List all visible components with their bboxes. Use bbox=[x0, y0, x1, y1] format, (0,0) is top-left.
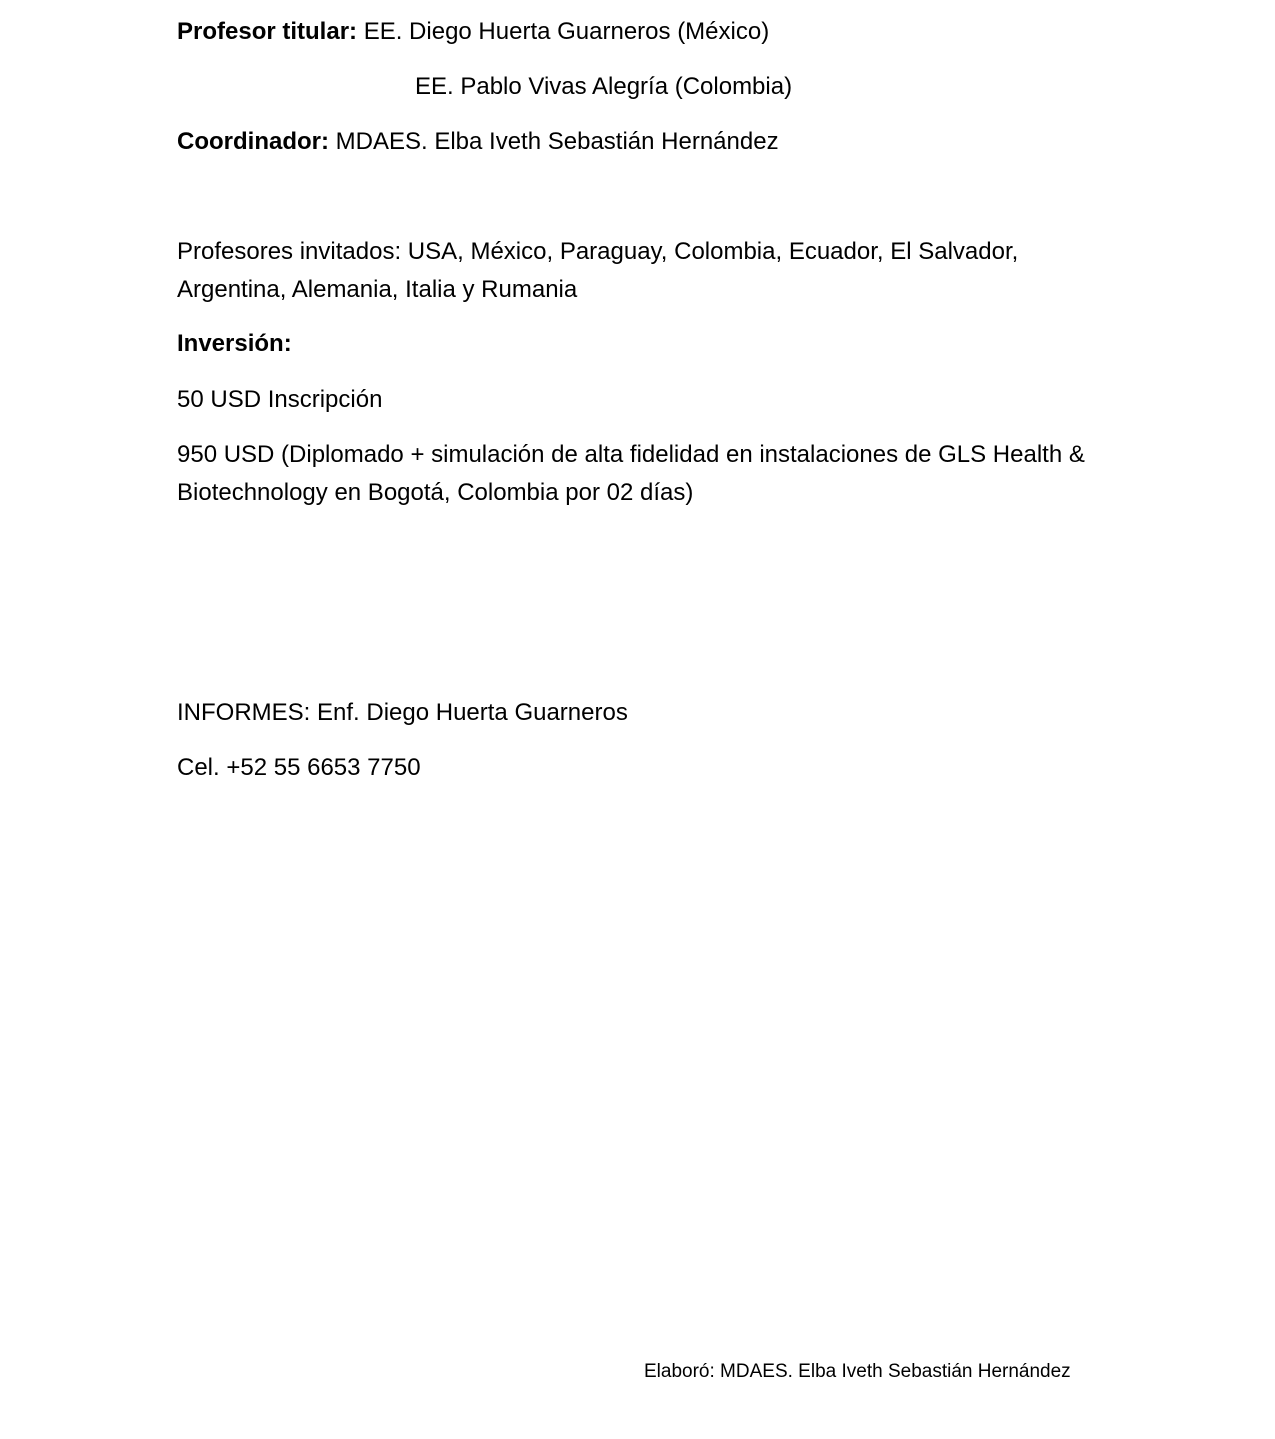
profesor-titular-line bbox=[177, 13, 769, 51]
inversion-item-inscripcion: 50 USD Inscripción bbox=[177, 386, 383, 413]
profesor-titular-label: Profesor titular: bbox=[177, 18, 358, 45]
coordinador-label: Coordinador: bbox=[177, 128, 329, 155]
coordinador-name: MDAES. Elba Iveth Sebastián Hernández bbox=[328, 128, 779, 155]
coordinador-line bbox=[177, 123, 779, 161]
informes-contact: INFORMES: Enf. Diego Huerta Guarneros bbox=[177, 699, 628, 726]
profesor-titular-line-2 bbox=[415, 68, 792, 106]
profesor-titular-name-1: EE. Diego Huerta Guarneros (México) bbox=[357, 18, 770, 45]
informes-phone: Cel. +52 55 6653 7750 bbox=[177, 754, 421, 781]
footer-elaboro: Elaboró: MDAES. Elba Iveth Sebastián Hernández bbox=[644, 1361, 1071, 1382]
profesor-titular-name-2: EE. Pablo Vivas Alegría (Colombia) bbox=[415, 73, 793, 100]
inversion-item-diplomado: 950 USD (Diplomado + simulación de alta fidelidad en instalaciones de GLS Health & Biotechnology en Bogotá, Colombia por 02 días) bbox=[177, 441, 1085, 506]
profesores-invitados-paragraph: Profesores invitados: USA, México, Paraguay, Colombia, Ecuador, El Salvador, Argentina, Alemania, Italia y Rumania bbox=[177, 238, 1019, 303]
inversion-heading: Inversión: bbox=[177, 330, 292, 357]
